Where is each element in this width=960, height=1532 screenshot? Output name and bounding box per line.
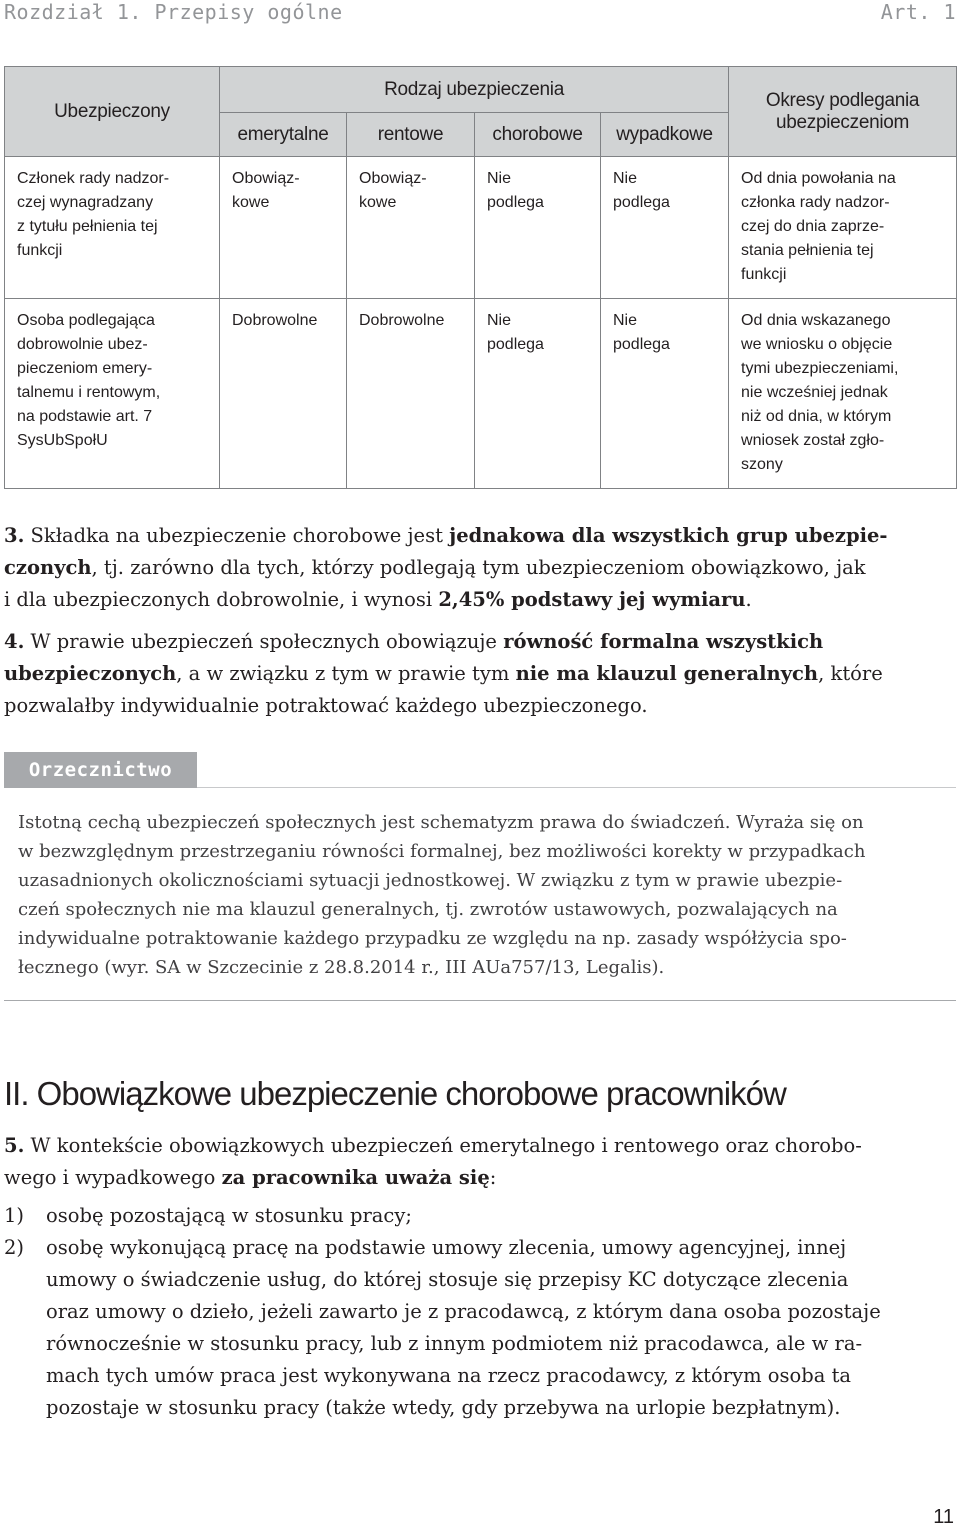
cell-wypadkowe xyxy=(601,299,729,489)
paragraph-text: W kontekście obowiązkowych ubezpieczeń emerytalnego i rentowego oraz chorobo- xyxy=(24,1134,862,1157)
header-periods-line: ubezpieczeniom xyxy=(775,111,910,133)
list-item-text xyxy=(46,1200,412,1232)
paragraph-bold: nie ma klauzul generalnych xyxy=(515,662,819,685)
cell-line: z tytułu pełnienia tej xyxy=(17,218,158,235)
list-item xyxy=(4,1200,956,1232)
paragraph-line xyxy=(4,658,956,690)
header-type-rentowe: rentowe xyxy=(347,113,475,157)
cell-line: Dobrowolne xyxy=(232,312,318,329)
cell-line: SysUbSpołU xyxy=(17,432,108,449)
cell-line: nie wcześniej jednak xyxy=(741,384,888,401)
cell-line: talnemu i rentowym, xyxy=(17,384,161,401)
list-line: mach tych umów praca jest wykonywana na rzecz pracodawcy, z którym osoba ta xyxy=(46,1364,852,1387)
employee-definition-list xyxy=(4,1200,956,1424)
cell-line: czej do dnia zaprze- xyxy=(741,218,885,235)
paragraph-bold: 2,45% podstawy jej wymiaru xyxy=(438,588,746,611)
paragraph-line xyxy=(4,552,956,584)
jurisprudence-line: indywidualne potraktowanie każdego przypadku ze względu na np. zasady współżycia spo- xyxy=(18,928,847,949)
jurisprudence-line: uzasadnionych okolicznościami sytuacji jednostkowej. W związku z tym w prawie ubezpie- xyxy=(18,870,843,891)
cell-period xyxy=(729,157,957,299)
paragraph-number: 5. xyxy=(4,1134,25,1157)
header-type-chorobowe: chorobowe xyxy=(475,113,601,157)
cell-line: pieczeniom emery- xyxy=(17,360,153,377)
cell-line: Członek rady nadzor- xyxy=(17,170,170,187)
cell-line: Nie xyxy=(487,170,512,187)
header-insurance-type: Rodzaj ubezpieczenia xyxy=(220,67,729,113)
jurisprudence-line: Istotną cechą ubezpieczeń społecznych jest schematyzm prawa do świadczeń. Wyraża się on xyxy=(18,812,864,833)
jurisprudence-label: Orzecznictwo xyxy=(4,752,197,788)
cell-line: Dobrowolne xyxy=(359,312,445,329)
jurisprudence-line: czeń społecznych nie ma klauzul generalnych, tj. zwrotów ustawowych, pozwalających na xyxy=(18,899,838,920)
paragraph-text: , a w związku z tym w prawie tym xyxy=(176,662,516,685)
cell-line: podlega xyxy=(613,336,670,353)
jurisprudence-line: łecznego (wyr. SA w Szczecinie z 28.8.2014 r., III AUa757/13, Legalis). xyxy=(18,957,665,978)
cell-line: Od dnia wskazanego xyxy=(741,312,891,329)
paragraph-5 xyxy=(4,1130,956,1194)
section-heading: II. Obowiązkowe ubezpieczenie chorobowe pracowników xyxy=(4,1075,786,1112)
cell-line: Od dnia powołania na xyxy=(741,170,896,187)
paragraph-text: Składka na ubezpieczenie chorobowe jest xyxy=(24,524,450,547)
cell-rentowe xyxy=(347,157,475,299)
paragraph-bold: równość formalna wszystkich xyxy=(503,630,824,653)
jurisprudence-header xyxy=(4,752,956,788)
paragraph-line: pozwalałby indywidualnie potraktować każdego ubezpieczonego. xyxy=(4,694,648,717)
paragraph-4 xyxy=(4,626,956,722)
cell-line: Nie xyxy=(613,312,638,329)
cell-line: szony xyxy=(741,456,783,473)
list-marker: 2) xyxy=(4,1236,25,1259)
article-reference: Art. 1 xyxy=(880,0,956,24)
paragraph-line xyxy=(4,1130,956,1162)
cell-line: kowe xyxy=(232,194,270,211)
cell-line: funkcji xyxy=(741,266,787,283)
cell-line: czej wynagradzany xyxy=(17,194,154,211)
paragraph-number: 4. xyxy=(4,630,25,653)
cell-line: we wniosku o objęcie xyxy=(741,336,893,353)
cell-chorobowe xyxy=(475,157,601,299)
paragraph-line xyxy=(4,1162,956,1194)
paragraph-line xyxy=(4,584,956,616)
paragraph-line xyxy=(4,626,956,658)
cell-line: stania pełnienia tej xyxy=(741,242,874,259)
header-insured: Ubezpieczony xyxy=(5,67,220,157)
list-line: równocześnie w stosunku pracy, lub z innym podmiotem niż pracodawca, ale w ra- xyxy=(46,1332,863,1355)
list-marker: 1) xyxy=(4,1204,25,1227)
list-line: oraz umowy o dzieło, jeżeli zawarto je z pracodawcą, z którym dana osoba pozostaje xyxy=(46,1300,881,1323)
cell-line: kowe xyxy=(359,194,397,211)
paragraph-line xyxy=(4,520,956,552)
insurance-table xyxy=(4,66,957,489)
header-periods-line: Okresy podlegania xyxy=(765,89,920,111)
cell-emerytalne xyxy=(220,299,347,489)
paragraph-3 xyxy=(4,520,956,616)
paragraph-text: , tj. zarówno dla tych, którzy podlegają tym ubezpieczeniom obowiązkowo, jak xyxy=(91,556,866,579)
cell-line: dobrowolnie ubez- xyxy=(17,336,148,353)
cell-line: członka rady nadzor- xyxy=(741,194,890,211)
cell-line: niż od dnia, w którym xyxy=(741,408,892,425)
cell-emerytalne xyxy=(220,157,347,299)
cell-line: Osoba podlegająca xyxy=(17,312,155,329)
header-type-wypadkowe: wypadkowe xyxy=(601,113,729,157)
cell-line: Nie xyxy=(613,170,638,187)
paragraph-number: 3. xyxy=(4,524,25,547)
list-line: umowy o świadczenie usług, do której stosuje się przepisy KC dotyczące zlecenia xyxy=(46,1268,849,1291)
paragraph-text: : xyxy=(489,1166,497,1189)
cell-insured xyxy=(5,299,220,489)
paragraph-text: i dla ubezpieczonych dobrowolnie, i wynosi xyxy=(4,588,439,611)
list-line: osobę pozostającą w stosunku pracy; xyxy=(46,1204,412,1227)
paragraph-text: W prawie ubezpieczeń społecznych obowiązuje xyxy=(24,630,504,653)
cell-insured xyxy=(5,157,220,299)
cell-line: podlega xyxy=(487,336,544,353)
paragraph-bold: za pracownika uważa się xyxy=(221,1166,490,1189)
cell-line: na podstawie art. 7 xyxy=(17,408,153,425)
jurisprudence-line: w bezwzględnym przestrzeganiu równości formalnej, bez możliwości korekty w przypadkach xyxy=(18,841,866,862)
cell-wypadkowe xyxy=(601,157,729,299)
paragraph-text: wego i wypadkowego xyxy=(4,1166,222,1189)
paragraph-bold: ubezpieczonych xyxy=(4,662,177,685)
paragraph-bold: czonych xyxy=(4,556,92,579)
cell-line: podlega xyxy=(487,194,544,211)
cell-chorobowe xyxy=(475,299,601,489)
jurisprudence-text xyxy=(18,808,948,982)
list-line: pozostaje w stosunku pracy (także wtedy, gdy przebywa na urlopie bezpłatnym). xyxy=(46,1396,841,1419)
cell-line: Obowiąz- xyxy=(359,170,427,187)
cell-line: Nie xyxy=(487,312,512,329)
cell-line: Obowiąz- xyxy=(232,170,300,187)
list-line: osobę wykonującą pracę na podstawie umowy zlecenia, umowy agencyjnej, innej xyxy=(46,1236,847,1259)
running-header xyxy=(4,0,956,24)
cell-period xyxy=(729,299,957,489)
header-periods xyxy=(729,67,957,157)
paragraph-text: . xyxy=(745,588,752,611)
page-number: 11 xyxy=(933,1506,954,1528)
table-row xyxy=(5,157,957,299)
cell-line: wniosek został zgło- xyxy=(741,432,885,449)
paragraph-bold: jednakowa dla wszystkich grup ubezpie- xyxy=(449,524,888,547)
cell-rentowe xyxy=(347,299,475,489)
list-item xyxy=(4,1232,956,1424)
cell-line: tymi ubezpieczeniami, xyxy=(741,360,899,377)
header-type-emerytalne: emerytalne xyxy=(220,113,347,157)
paragraph-text: , które xyxy=(818,662,883,685)
jurisprudence-divider xyxy=(4,1000,956,1001)
table-row xyxy=(5,299,957,489)
cell-line: podlega xyxy=(613,194,670,211)
chapter-title: Rozdział 1. Przepisy ogólne xyxy=(4,0,343,24)
cell-line: funkcji xyxy=(17,242,63,259)
list-item-text xyxy=(46,1232,881,1424)
